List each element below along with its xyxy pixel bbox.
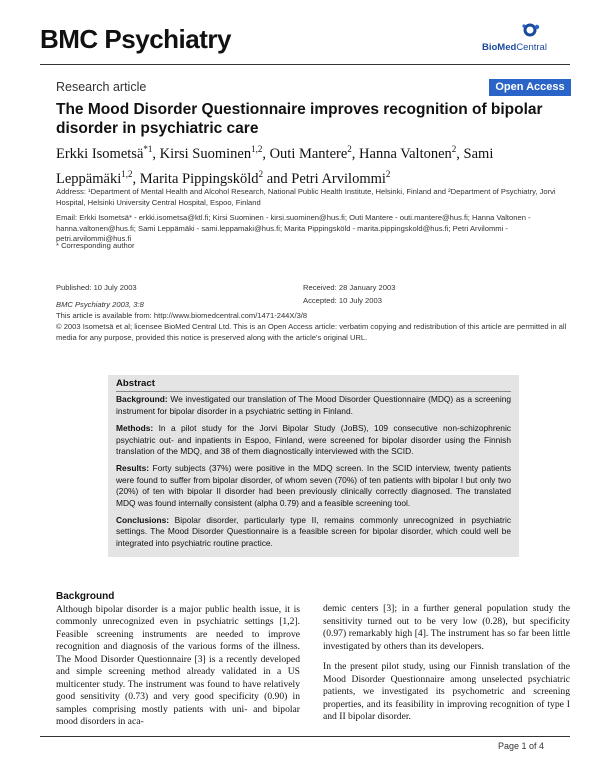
article-type: Research article bbox=[56, 80, 147, 94]
publication-info bbox=[56, 283, 286, 310]
author-affiliation-mark: 2 bbox=[385, 168, 391, 179]
open-access-badge: Open Access bbox=[489, 79, 571, 96]
author-separator: , bbox=[152, 145, 160, 162]
author-affiliation-mark: *1 bbox=[143, 144, 153, 154]
published-date: Published: 10 July 2003 bbox=[56, 283, 137, 292]
body-paragraph: Although bipolar disorder is a major public health issue, it is commonly unrecognized even in psychiatric settings [1,2]. Feasible screening instruments are needed to improve recognition and diagnosis of the various forms of the illness. The Mood Disorder Questionnaire [3] is a recently developed and simple screening method already validated in a US multicenter study. The instrument was found to have relatively good sensitivity (0.73) and very good specificity (0.90) in samples comprising mostly patients with uni- and bipolar mood disorders in aca- bbox=[56, 603, 300, 727]
citation: BMC Psychiatry 2003, 3:8 bbox=[56, 299, 144, 309]
abstract-background: Background: We investigated our translation of The Mood Disorder Questionnaire (MDQ) as a screening instrument for bipolar disorder in a psychiatric setting in Finland. bbox=[116, 394, 512, 416]
header-divider bbox=[40, 64, 570, 65]
body-column-left bbox=[56, 591, 300, 737]
author-list bbox=[56, 139, 566, 189]
author-name: Erkki Isometsä bbox=[56, 145, 144, 162]
author-name: Hanna Valtonen bbox=[359, 145, 452, 162]
author-name: Kirsi Suominen bbox=[159, 145, 252, 162]
biomed-central-logo bbox=[480, 22, 570, 56]
section-heading-background: Background bbox=[56, 591, 115, 602]
body-column-right bbox=[323, 591, 570, 732]
abstract-results: Results: Forty subjects (37%) were positive in the MDQ screen. In the SCID interview, twenty patients were found to suffer from bipolar disorder, of whom seven (70%) of ten patients with bipolar I but only two (20%) of ten with bipolar II disorder had been previously clinically correctly diagnosed. The translated MDQ was found internally consistent (alpha 0.79) and a feasible screening tool. bbox=[116, 463, 512, 508]
abstract-methods: Methods: In a pilot study for the Jorvi Bipolar Study (JoBS), 109 consecutive non-schizophrenic psychiatric out- and inpatients in Espoo, Finland, were screened for bipolar disorder using the Finnish translation of the MDQ, and 38 of them diagnostically interviewed with the SCID. bbox=[116, 423, 511, 457]
journal-title: BMC Psychiatry bbox=[40, 24, 231, 54]
author-separator: , bbox=[351, 145, 360, 162]
corresponding-author-note: * Corresponding author bbox=[56, 241, 135, 250]
footer-divider bbox=[40, 736, 570, 737]
abstract-conclusions: Conclusions: Bipolar disorder, particularly type II, remains commonly unrecognized in psychiatric settings. The Mood Disorder Questionnaire is a feasible screen for bipolar disorder, which could well be integrated into psychiatric routine practice. bbox=[116, 515, 512, 548]
availability-link[interactable]: This article is available from: http://www.biomedcentral.com/1471-244X/3/8 bbox=[56, 311, 308, 320]
accepted-date: Accepted: 10 July 2003 bbox=[303, 295, 382, 305]
abstract-heading: Abstract bbox=[116, 378, 511, 392]
affiliations: Address: ¹Department of Mental Health and Alcohol Research, National Public Health Institute, Helsinki, Finland and ²Department of Psychiatry, Jorvi Hospital, Helsinki University Central Hospital, Espoo, Finland bbox=[56, 187, 556, 207]
author-separator: , bbox=[132, 170, 140, 187]
author-separator: and bbox=[263, 170, 292, 187]
copyright-notice: © 2003 Isometsä et al; licensee BioMed Central Ltd. This is an Open Access article: verbatim copying and redistribution of this article are permitted in all media for any purpose, provided this notice is preserved along with the article's original URL. bbox=[56, 322, 567, 342]
author-name: Petri Arvilommi bbox=[291, 170, 386, 187]
author-affiliation-mark: 1,2 bbox=[121, 168, 133, 179]
author-affiliation-mark: 2 bbox=[451, 144, 457, 154]
publisher-logo-icon bbox=[480, 22, 570, 44]
author-affiliation-mark: 1,2 bbox=[251, 144, 263, 154]
dates-info bbox=[303, 283, 533, 306]
page-number: Page 1 of 4 bbox=[498, 741, 545, 751]
received-date: Received: 28 January 2003 bbox=[303, 283, 396, 292]
body-paragraph: In the present pilot study, using our Finnish translation of the Mood Disorder Questionnaire among unselected psychiatric patients, we investigated its psychometric and screening properties, and its feasibility in improving recognition of type I and II bipolar disorder. bbox=[323, 661, 570, 722]
body-paragraph: demic centers [3]; in a further general population study the sensitivity turned out to be very low (0.28), but specificity (0.97) remarkably high [4]. The instrument has so far been little investigated by others than its developers. bbox=[323, 603, 570, 652]
author-affiliation-mark: 2 bbox=[347, 144, 352, 154]
author-separator: , bbox=[456, 145, 464, 162]
article-title: The Mood Disorder Questionnaire improves recognition of bipolar disorder in psychiatric care bbox=[56, 101, 543, 137]
author-name: Outi Mantere bbox=[269, 145, 348, 162]
author-name: Marita Pippingsköld bbox=[139, 170, 259, 187]
author-emails: Email: Erkki Isometsä* - erkki.isometsa@ktl.fi; Kirsi Suominen - kirsi.suominen@hus.fi; Outi Mantere - outi.mantere@hus.fi; Hanna Valtonen - hanna.valtonen@hus.fi; Sami Leppämäki - sami.leppamaki@hus.fi; Marita Pippingsköld - marita.pippingskold@hus.fi; Petri Arvilommi - petri.arvilommi@hus.fi bbox=[56, 213, 531, 243]
abstract-box bbox=[108, 375, 519, 557]
author-affiliation-mark: 2 bbox=[258, 168, 264, 179]
author-separator: , bbox=[262, 145, 270, 162]
author-name: Sami Leppämäki bbox=[56, 145, 494, 187]
publisher-name: BioMedCentral bbox=[482, 42, 547, 53]
